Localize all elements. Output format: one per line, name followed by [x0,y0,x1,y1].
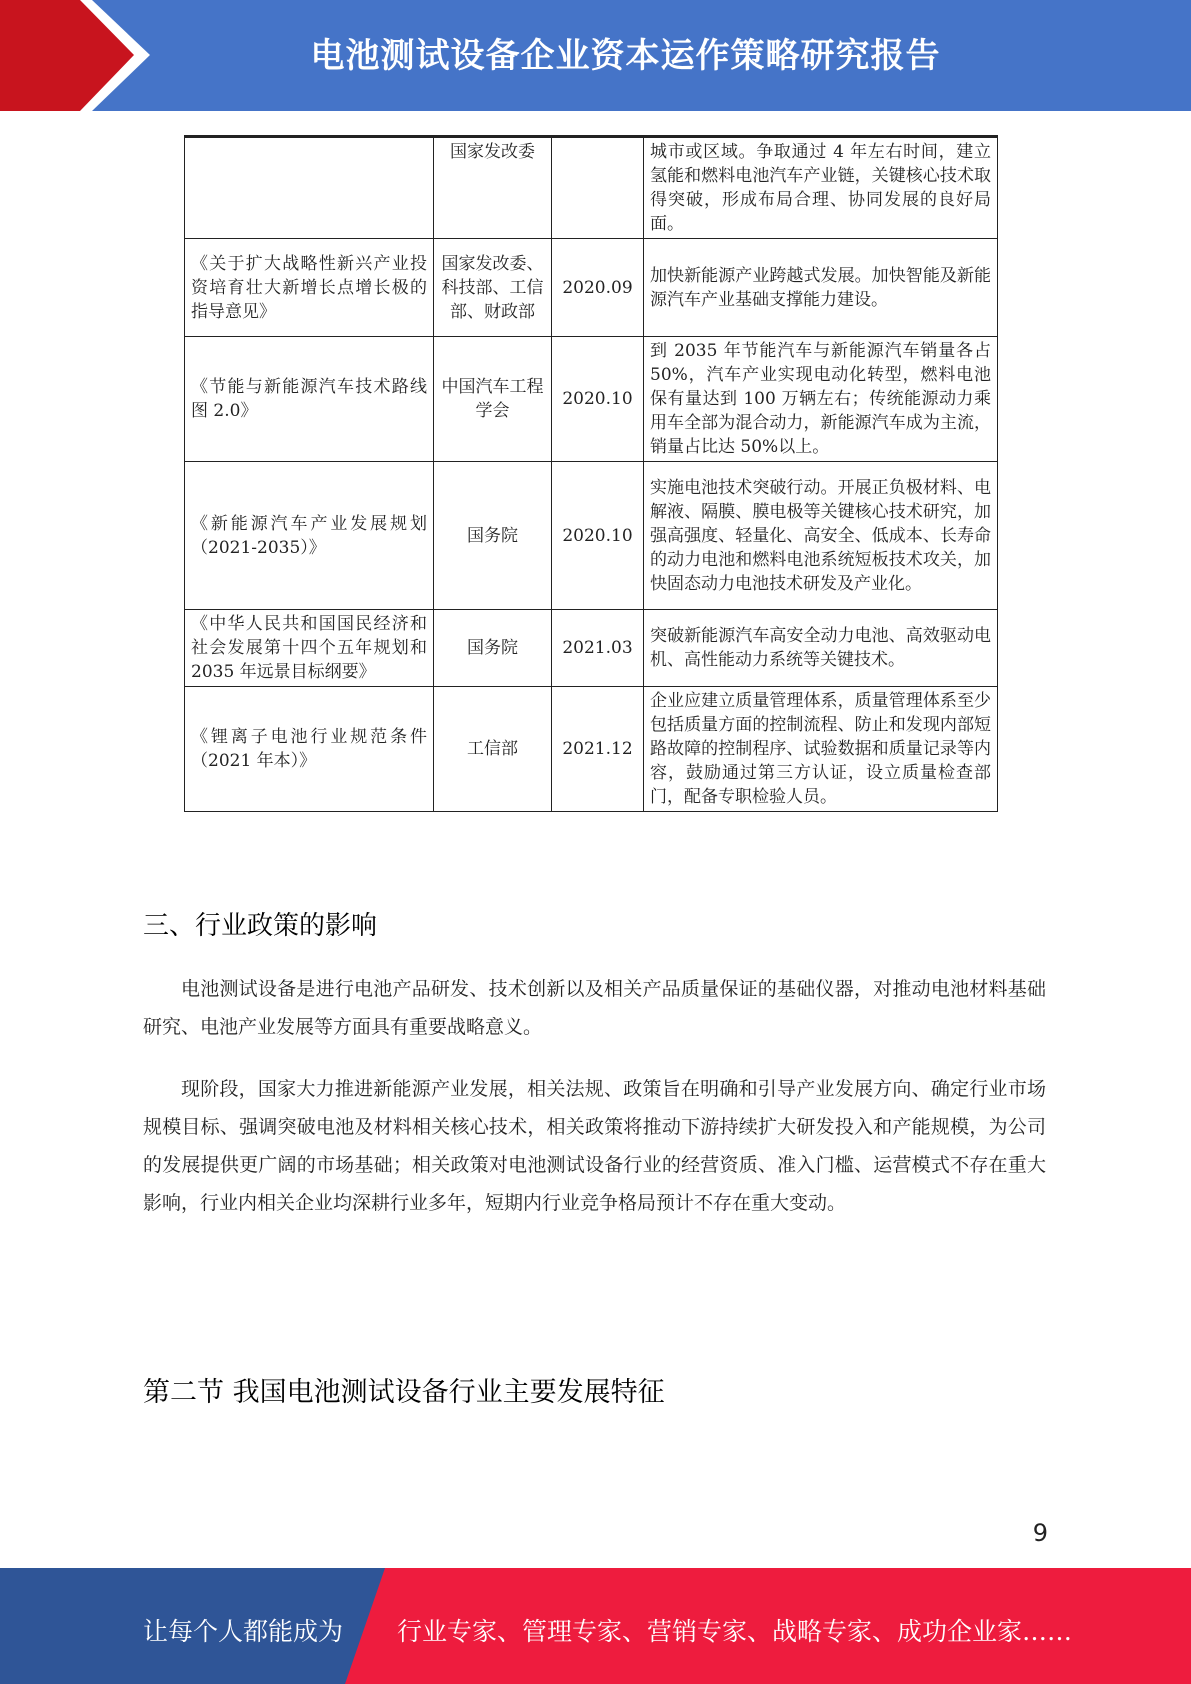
content-cell: 突破新能源汽车高安全动力电池、高效驱动电机、高性能动力系统等关键技术。 [644,610,998,687]
issuer-cell: 国务院 [434,610,552,687]
issuer-cell: 国家发改委 [434,137,552,239]
policy-name-cell: 《中华人民共和国国民经济和社会发展第十四个五年规划和 2035 年远景目标纲要》 [185,610,434,687]
policy-name-cell [185,137,434,239]
table-row [185,687,998,812]
footer-slogan-right: 行业专家、管理专家、营销专家、战略专家、成功企业家…… [397,1617,1073,1646]
chapter-heading: 第二节 我国电池测试设备行业主要发展特征 [143,1377,665,1408]
table-row [185,337,998,462]
content-cell: 城市或区域。争取通过 4 年左右时间，建立氢能和燃料电池汽车产业链，关键核心技术取得突破，形成布局合理、协同发展的良好局面。 [644,137,998,239]
table-row [185,239,998,337]
date-cell: 2021.12 [552,687,644,812]
issuer-cell: 国务院 [434,462,552,610]
page-footer [0,1568,1191,1684]
table-row [185,462,998,610]
date-cell: 2020.10 [552,337,644,462]
policy-name-cell: 《节能与新能源汽车技术路线图 2.0》 [185,337,434,462]
issuer-cell: 国家发改委、科技部、工信部、财政部 [434,239,552,337]
date-cell: 2020.09 [552,239,644,337]
date-cell: 2020.10 [552,462,644,610]
footer-slogan-left: 让每个人都能成为 [143,1617,344,1646]
date-cell: 2021.03 [552,610,644,687]
content-cell: 企业应建立质量管理体系，质量管理体系至少包括质量方面的控制流程、防止和发现内部短路故障的控制程序、试验数据和质量记录等内容，鼓励通过第三方认证，设立质量检查部门，配备专职检验人员。 [644,687,998,812]
page-header [0,0,1191,111]
section-heading: 三、行业政策的影响 [143,911,378,941]
date-cell [552,137,644,239]
report-title: 电池测试设备企业资本运作策略研究报告 [310,36,941,76]
header-arrow-decoration [0,0,160,111]
table-row [185,137,998,239]
issuer-cell: 工信部 [434,687,552,812]
policy-name-cell: 《新能源汽车产业发展规划（2021-2035）》 [185,462,434,610]
body-paragraph: 现阶段，国家大力推进新能源产业发展，相关法规、政策旨在明确和引导产业发展方向、确定行业市场规模目标、强调突破电池及材料相关核心技术，相关政策将推动下游持续扩大研发投入和产能规模，为公司的发展提供更广阔的市场基础；相关政策对电池测试设备行业的经营资质、准入门槛、运营模式不存在重大影响，行业内相关企业均深耕行业多年，短期内行业竞争格局预计不存在重大变动。 [143,1078,1046,1214]
policy-name-cell: 《关于扩大战略性新兴产业投资培育壮大新增长点增长极的指导意见》 [185,239,434,337]
body-paragraph: 电池测试设备是进行电池产品研发、技术创新以及相关产品质量保证的基础仪器，对推动电池材料基础研究、电池产业发展等方面具有重要战略意义。 [143,978,1046,1038]
issuer-cell: 中国汽车工程学会 [434,337,552,462]
policy-table [184,135,998,812]
page-number: 9 [1032,1519,1048,1547]
content-cell: 实施电池技术突破行动。开展正负极材料、电解液、隔膜、膜电极等关键核心技术研究，加强高强度、轻量化、高安全、低成本、长寿命的动力电池和燃料电池系统短板技术攻关，加快固态动力电池技术研发及产业化。 [644,462,998,610]
content-cell: 加快新能源产业跨越式发展。加快智能及新能源汽车产业基础支撑能力建设。 [644,239,998,337]
policy-name-cell: 《锂离子电池行业规范条件（2021 年本）》 [185,687,434,812]
content-cell: 到 2035 年节能汽车与新能源汽车销量各占 50%，汽车产业实现电动化转型，燃料电池保有量达到 100 万辆左右；传统能源动力乘用车全部为混合动力，新能源汽车成为主流，销量占比达 50%以上。 [644,337,998,462]
table-row [185,610,998,687]
